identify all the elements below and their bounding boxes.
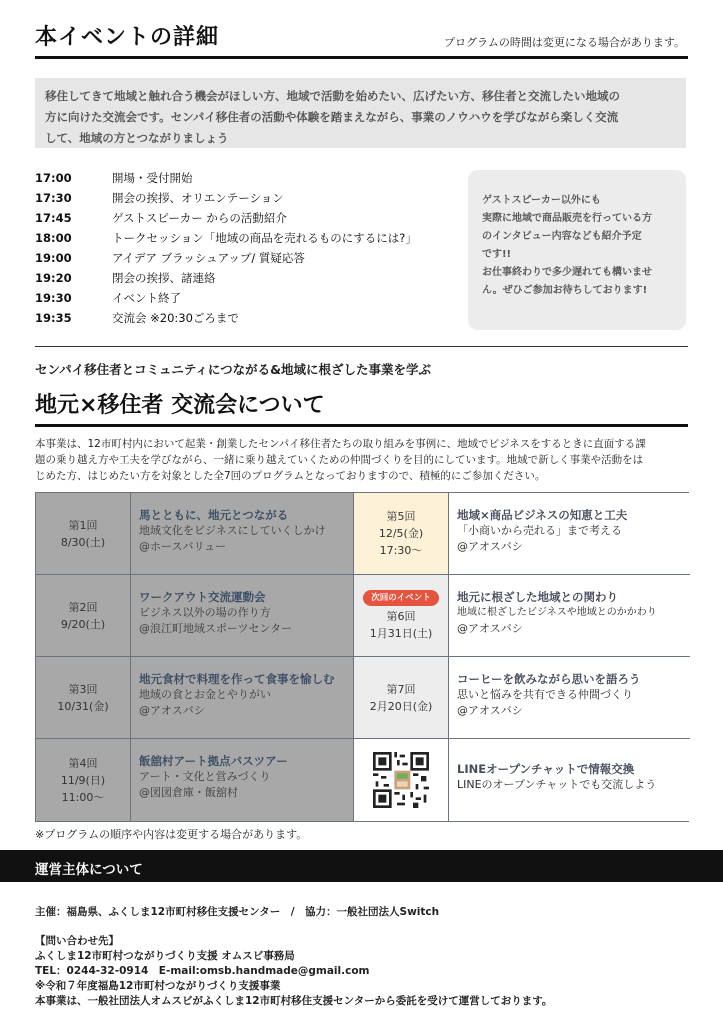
contact-block [35,934,552,1009]
schedule-text: アイデア ブラッシュアップ/ 質疑応答 [112,251,305,265]
session-title: コーヒーを飲みながら思いを語ろう [457,672,641,686]
session-venue: @図図倉庫・飯舘村 [139,786,238,799]
session-num: 第1回 [68,518,98,532]
session-5-number [354,493,449,575]
organization-heading-bar [0,850,723,882]
session-date: 12/5(金) [378,527,424,540]
contact-line: 本事業は、一般社団法人オムスビがふくしま12市町村移住支援センターから委託を受けて運営しております。 [35,995,553,1007]
guest-note-line: です!! [482,249,512,260]
schedule-text: 閉会の挨拶、諸連絡 [112,271,216,285]
body-line: じめた方、はじめたい方を対象とした全7回のプログラムとなっておりますので、積極的にご参加ください。 [35,470,546,482]
next-event-badge: 次回のイベント [363,590,439,606]
schedule-text: イベント終了 [112,291,181,305]
intro-line: して、地域の方とつながりましょう [45,131,229,145]
session-3-description [131,657,354,739]
qr-code-icon[interactable] [373,752,429,808]
schedule-text: ゲストスピーカー からの活動紹介 [112,211,287,225]
schedule-time: 17:30 [35,191,72,205]
contact-line: ふくしま12市町村つながりづくり支援 オムスビ事務局 [35,950,295,962]
divider [35,424,688,427]
event-details-title: 本イベントの詳細 [35,25,220,50]
session-num: 第6回 [386,609,416,623]
session-venue: @アオスバシ [457,622,523,635]
session-title: LINEオープンチャットで情報交換 [457,762,635,776]
section-subtitle: センパイ移住者とコミュニティにつながる&地域に根ざした事業を学ぶ [35,362,432,377]
schedule-time: 19:30 [35,291,72,305]
intro-box [35,78,686,148]
host-line: 主催：福島県、ふくしま12市町村移住支援センター / 協力：一般社団法人Switch [35,906,440,918]
session-venue: @アオスバシ [139,704,205,717]
schedule-time: 17:00 [35,171,72,185]
divider [35,346,688,347]
guest-note-line: ゲストスピーカー以外にも [482,195,601,206]
session-detail: ビジネス以外の場の作り方 [139,606,271,619]
session-date: 2月20日(金) [369,699,433,713]
schedule-text: 交流会 ※20:30ごろまで [112,311,239,325]
body-line: 本事業は、12市町村内において起業・創業したセンパイ移住者たちの取り組みを事例に、地域でビジネスをするときに直面する課 [35,438,646,450]
session-2-number [36,575,131,657]
contact-line: ※令和７年度福島12市町村つながりづくり支援事業 [35,980,281,992]
guest-note-line: ん。ぜひご参加お待ちしております! [482,285,648,296]
session-title: 地域×商品ビジネスの知恵と工夫 [457,508,628,522]
session-title: 地元食材で料理を作って食事を愉しむ [139,672,335,686]
session-title: 飯舘村アート拠点バスツアー [139,754,288,768]
guest-note-line: 実際に地域で商品販売を行っている方 [482,213,652,224]
session-4-number [36,739,131,821]
guest-speaker-note [468,170,686,330]
program-grid [35,492,689,822]
divider [35,56,688,59]
program-change-note: ※プログラムの順序や内容は変更する場合があります。 [35,828,308,841]
schedule-row [35,168,455,188]
session-detail: 地域に根ざしたビジネスや地域とのかかわり [457,607,657,618]
session-detail: LINEのオープンチャットでも交流しよう [457,778,657,791]
session-venue: @アオスバシ [457,540,523,553]
schedule-row [35,268,455,288]
schedule-text: 開会の挨拶、オリエンテーション [112,191,284,205]
schedule-row [35,288,455,308]
session-detail: 「小商いから売れる」まで考える [457,524,622,537]
qr-code-cell [354,739,449,821]
session-detail: 思いと悩みを共有できる仲間づくり [457,688,633,701]
session-num: 第5回 [386,510,416,523]
section-title: 地元×移住者 交流会について [35,393,325,418]
session-2-description [131,575,354,657]
session-title: 地元に根ざした地域との関わり [457,590,618,604]
schedule-time: 17:45 [35,211,72,225]
session-date: 1月31日(土) [369,626,433,640]
session-1-number [36,493,131,575]
session-num: 第3回 [68,682,98,696]
session-num: 第4回 [68,756,98,770]
schedule-text: 開場・受付開始 [112,171,193,185]
schedule-row [35,188,455,208]
session-date: 8/30(土) [60,535,106,549]
guest-note-line: お仕事終わりで多少遅れても構いませ [482,267,652,278]
session-detail: 地域の食とお金とやりがい [139,688,271,701]
session-6-number [354,575,449,657]
intro-line: 移住してきて地域と触れ合う機会がほしい方、地域で活動を始めたい、広げたい方、移住者と交流したい地域の [45,89,620,103]
session-venue: @アオスバシ [457,704,523,717]
schedule-row [35,208,455,228]
intro-line: 方に向けた交流会です。センパイ移住者の活動や体験を踏まえながら、事業のノウハウを学びながら楽しく交流 [45,110,619,124]
section-body [35,436,688,484]
contact-heading: 【問い合わせ先】 [35,935,119,947]
session-date: 10/31(金) [57,699,109,713]
schedule-row [35,228,455,248]
session-num: 第7回 [386,682,416,696]
schedule-list [35,168,455,328]
session-date: 9/20(土) [60,617,106,631]
session-title: ワークアウト交流運動会 [139,590,266,604]
session-time: 11:00〜 [61,790,105,804]
session-detail: 地域文化をビジネスにしていくしかけ [139,524,326,537]
session-6-description [449,575,690,657]
schedule-time: 18:00 [35,231,72,245]
session-date: 11/9(日) [60,773,106,787]
session-venue: @ホースバリュー [139,540,227,553]
schedule-time: 19:35 [35,311,72,325]
guest-note-line: のインタビュー内容なども紹介予定 [482,231,642,242]
organization-heading: 運営主体について [35,862,143,878]
schedule-time: 19:20 [35,271,72,285]
session-7-description [449,657,690,739]
contact-line: TEL：0244-32-0914 E-mail:omsb.handmade@gmail.com [35,965,370,977]
schedule-time: 19:00 [35,251,72,265]
line-openchat-description [449,739,690,821]
session-3-number [36,657,131,739]
body-line: 題の乗り越え方や工夫を学びながら、一緒に乗り越えていくための仲間づくりを目的にしています。地域で新しく事業や活動をは [35,454,644,466]
schedule-change-note: プログラムの時間は変更になる場合があります。 [443,36,685,49]
session-detail: アート・文化と営みづくり [139,770,271,783]
session-time: 17:30〜 [379,544,423,557]
schedule-row [35,248,455,268]
session-7-number [354,657,449,739]
schedule-text: トークセッション「地域の商品を売れるものにするには?」 [112,231,417,245]
session-5-description [449,493,690,575]
session-title: 馬とともに、地元とつながる [139,508,289,522]
session-num: 第2回 [68,600,98,614]
session-4-description [131,739,354,821]
session-venue: @浪江町地域スポーツセンター [139,622,293,635]
session-1-description [131,493,354,575]
schedule-row [35,308,455,328]
